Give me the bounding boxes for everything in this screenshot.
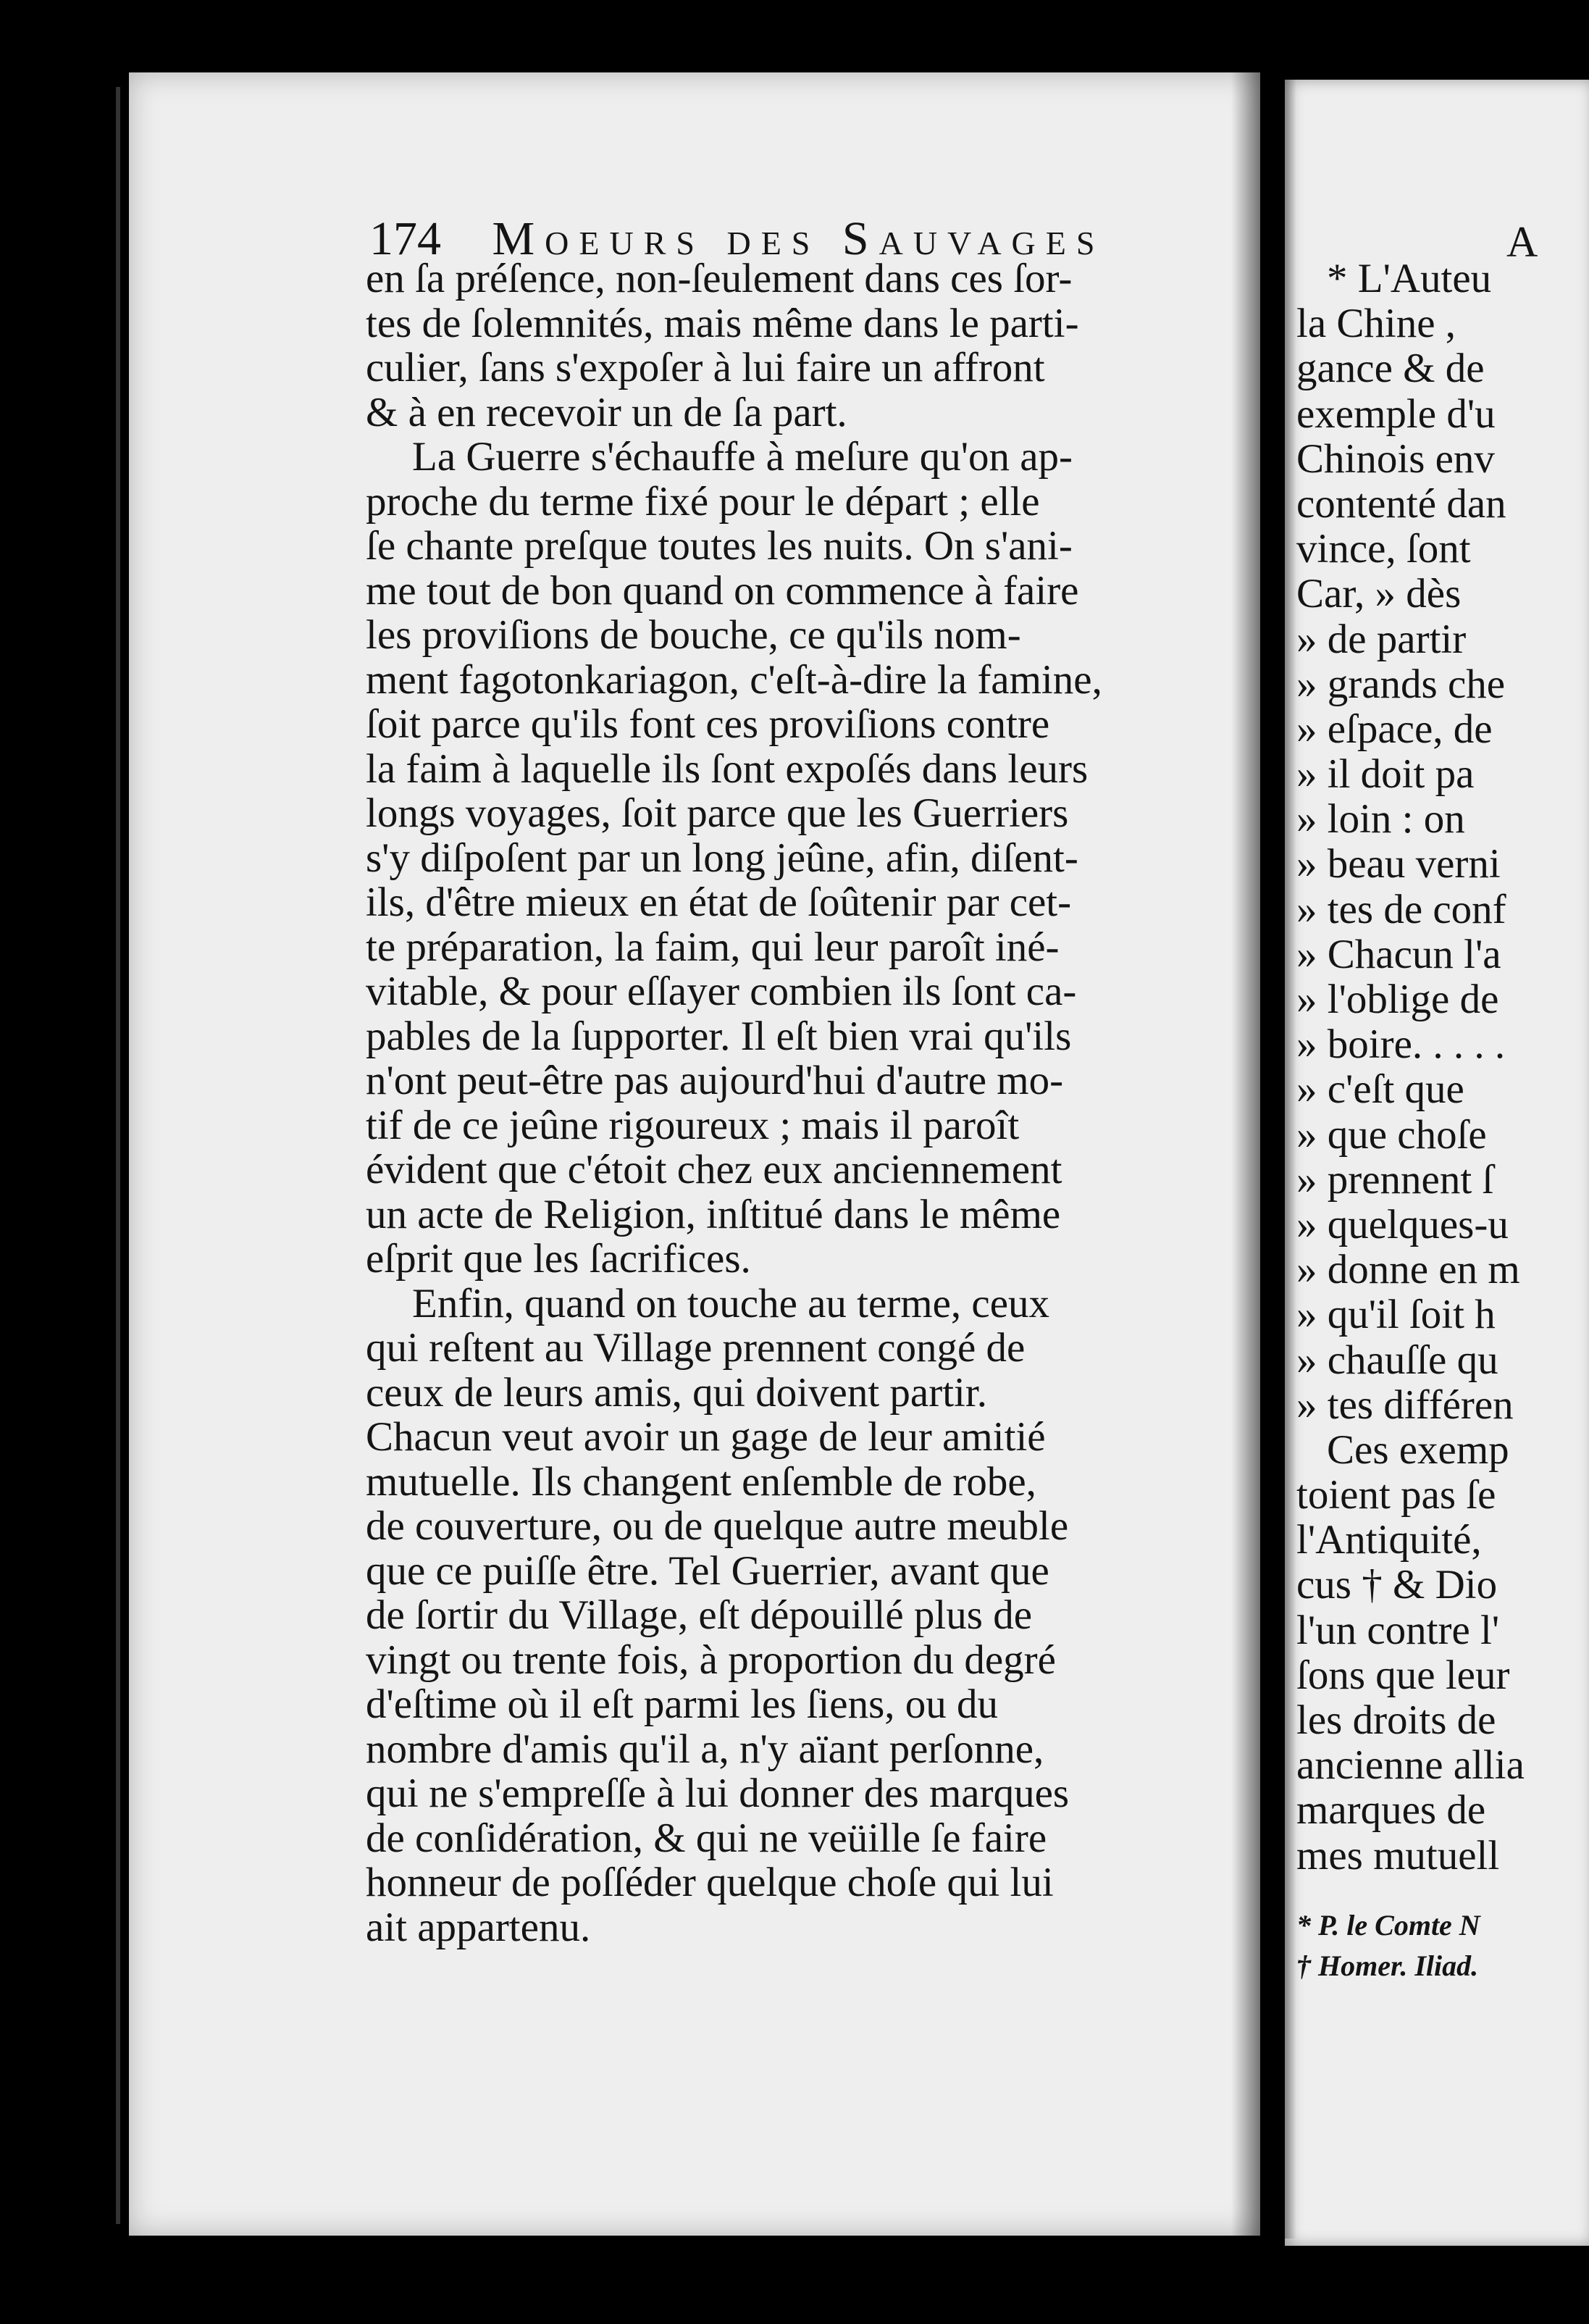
text-line: ſe chante preſque toutes les nuits. On s'ani- [366, 523, 1073, 569]
footnote-line: * P. le Comte N [1296, 1909, 1480, 1941]
text-line: culier, ſans s'expoſer à lui faire un affront [366, 345, 1045, 390]
text-line: ſons que leur [1296, 1652, 1510, 1698]
text-line: toient pas ſe [1296, 1472, 1496, 1518]
text-line: Car, » dès [1296, 571, 1462, 617]
text-line: te préparation, la faim, qui leur paroît iné- [366, 924, 1060, 970]
text-line: un acte de Religion, inſtitué dans le même [366, 1191, 1061, 1237]
text-line: marques de [1296, 1787, 1486, 1834]
text-line: honneur de poſſéder quelque choſe qui lui [366, 1860, 1054, 1905]
text-line: proche du terme fixé pour le départ ; elle [366, 478, 1040, 524]
text-line: » Chacun l'a [1296, 931, 1501, 977]
text-line: » c'eſt que [1296, 1066, 1464, 1113]
text-line: la faim à laquelle ils ſont expoſés dans leurs [366, 745, 1089, 792]
text-line: » quelques-u [1296, 1201, 1509, 1247]
right-footnotes [1296, 1905, 1528, 1986]
text-line: ils, d'être mieux en état de ſoûtenir par cet- [366, 879, 1072, 925]
page-number: 174 [369, 212, 441, 265]
text-line: eſprit que les ſacrifices. [366, 1236, 751, 1282]
text-line: Chacun veut avoir un gage de leur amitié [366, 1414, 1046, 1460]
text-line: » que choſe [1296, 1111, 1487, 1158]
text-line: qui reſtent au Village prennent congé de [366, 1325, 1026, 1371]
text-line: mes mutuell [1296, 1832, 1500, 1878]
text-line: nombre d'amis qu'il a, n'y aïant perſonne, [366, 1726, 1044, 1772]
text-line: ancienne allia [1296, 1742, 1525, 1789]
text-line: » eſpace, de [1296, 706, 1493, 752]
text-line: s'y diſpoſent par un long jeûne, afin, diſent- [366, 835, 1078, 881]
text-line: ment fagotonkariagon, c'eſt-à-dire la famine, [366, 656, 1102, 703]
text-line: de conſidération, & qui ne veüille ſe faire [366, 1815, 1047, 1861]
text-line: l'Antiquité, [1296, 1517, 1482, 1563]
text-line: » chauſſe qu [1296, 1337, 1498, 1383]
text-line: gance & de [1296, 346, 1485, 392]
text-line: de ſortir du Village, eſt dépouillé plus de [366, 1592, 1032, 1638]
text-line: les droits de [1296, 1697, 1496, 1743]
text-line: vingt ou trente fois, à proportion du degré [366, 1637, 1056, 1683]
text-line: » beau verni [1296, 841, 1501, 887]
right-body-text [1283, 256, 1588, 1878]
text-line: vitable, & pour eſſayer combien ils ſont ca- [366, 969, 1077, 1014]
text-line: les proviſions de bouche, ce qu'ils nom- [366, 612, 1021, 658]
text-line: » l'oblige de [1296, 977, 1499, 1022]
text-line: » prennent ſ [1296, 1156, 1494, 1203]
text-line: » il doit pa [1296, 751, 1475, 798]
text-line: Chinois env [1296, 435, 1495, 482]
text-line: pables de la ſupporter. Il eſt bien vrai qu'ils [366, 1013, 1072, 1059]
text-line: l'un contre l' [1296, 1607, 1500, 1653]
text-line: n'ont peut-être pas aujourd'hui d'autre mo- [366, 1058, 1064, 1103]
text-line: la Chine , [1296, 301, 1456, 347]
footnote-line: † Homer. Iliad. [1296, 1949, 1479, 1982]
text-line: » loin : on [1296, 796, 1465, 843]
text-line: que ce puiſſe être. Tel Guerrier, avant que [366, 1547, 1049, 1594]
right-running-head-fragment: A [1506, 218, 1538, 266]
text-line: » qu'il ſoit h [1296, 1292, 1496, 1338]
text-line: de couverture, ou de quelque autre meuble [366, 1503, 1069, 1549]
text-line: tes de ſolemnités, mais même dans le parti- [366, 300, 1079, 346]
text-line: » donne en m [1296, 1247, 1520, 1293]
text-line: * L'Auteu [1327, 256, 1492, 301]
text-line: mutuelle. Ils changent enſemble de robe, [366, 1458, 1036, 1505]
text-line: vince, ſont [1296, 526, 1471, 572]
running-head-title: Moeurs des Sauvages [492, 212, 1105, 265]
text-line: longs voyages, ſoit parce que les Guerriers [366, 790, 1069, 836]
text-line: & à en recevoir un de ſa part. [366, 389, 847, 435]
text-line: en ſa préſence, non-ſeulement dans ces ſor- [366, 256, 1073, 301]
text-line: ſoit parce qu'ils font ces proviſions contre [366, 701, 1050, 747]
text-line: » tes de conf [1296, 886, 1506, 932]
text-line: » tes différen [1296, 1382, 1514, 1428]
text-line: évident que c'étoit chez eux anciennement [366, 1147, 1062, 1192]
text-line: Enfin, quand on touche au terme, ceux [412, 1280, 1050, 1326]
text-line: d'eſtime où il eſt parmi les ſiens, ou du [366, 1681, 999, 1727]
text-line: cus † & Dio [1296, 1562, 1498, 1608]
left-body-text [366, 256, 1253, 1949]
text-line: exemple d'u [1296, 390, 1496, 437]
text-line: me tout de bon quand on commence à faire [366, 567, 1079, 614]
text-line: » grands che [1296, 661, 1506, 707]
text-line: tif de ce jeûne rigoureux ; mais il paroît [366, 1102, 1020, 1148]
text-line: contenté dan [1296, 480, 1506, 527]
book-edge [116, 87, 120, 2224]
text-line: Ces exemp [1327, 1426, 1509, 1473]
text-line: La Guerre s'échauffe à meſure qu'on ap- [412, 434, 1073, 480]
text-line: » de partir [1296, 616, 1467, 662]
text-line: qui ne s'empreſſe à lui donner des marques [366, 1771, 1070, 1816]
text-line: ceux de leurs amis, qui doivent partir. [366, 1369, 987, 1416]
text-line: ait appartenu. [366, 1904, 591, 1950]
text-line: » boire. . . . . [1296, 1021, 1506, 1068]
